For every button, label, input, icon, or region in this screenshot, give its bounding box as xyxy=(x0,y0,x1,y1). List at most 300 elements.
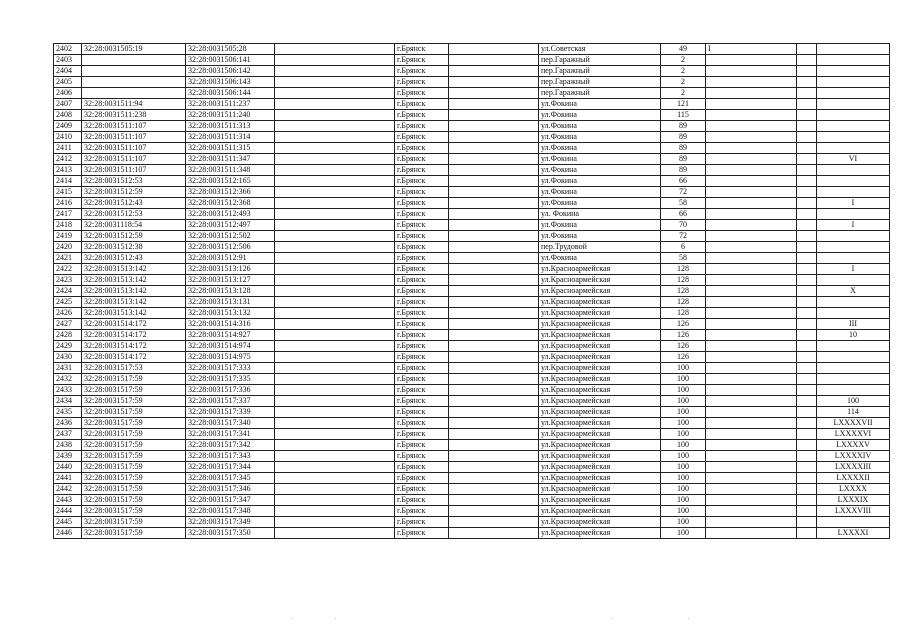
house-number-cell: 89 xyxy=(661,154,706,165)
city-cell: г.Брянск xyxy=(395,363,449,374)
row-number-cell: 2441 xyxy=(54,473,82,484)
blank-cell-a xyxy=(275,264,395,275)
blank-cell-b xyxy=(449,231,539,242)
cadastral-block-cell: 32:28:0031511:107 xyxy=(82,132,186,143)
row-number-cell: 2445 xyxy=(54,517,82,528)
street-cell: пер.Гаражный xyxy=(539,88,661,99)
house-number-cell: 128 xyxy=(661,275,706,286)
street-cell: ул.Фокина xyxy=(539,176,661,187)
table-row xyxy=(54,506,890,517)
blank-cell-b xyxy=(449,176,539,187)
note-cell-a xyxy=(706,374,797,385)
cadastral-block-cell: 32:28:0031512:59 xyxy=(82,187,186,198)
blank-cell-a xyxy=(275,440,395,451)
blank-cell-b xyxy=(449,121,539,132)
city-cell: г.Брянск xyxy=(395,429,449,440)
table-row xyxy=(54,330,890,341)
cadastral-number-cell: 32:28:0031505:28 xyxy=(186,44,275,55)
note-cell-a xyxy=(706,121,797,132)
cadastral-block-cell: 32:28:0031513:142 xyxy=(82,297,186,308)
row-number-cell: 2439 xyxy=(54,451,82,462)
blank-cell-b xyxy=(449,473,539,484)
cadastral-number-cell: 32:28:0031512:506 xyxy=(186,242,275,253)
street-cell: ул.Красноармейская xyxy=(539,528,661,539)
blank-cell-b xyxy=(449,517,539,528)
table-row xyxy=(54,176,890,187)
house-number-cell: 100 xyxy=(661,462,706,473)
scan-speck xyxy=(612,618,613,619)
note-cell-b xyxy=(797,319,817,330)
note-cell-b xyxy=(797,440,817,451)
row-number-cell: 2407 xyxy=(54,99,82,110)
cadastral-block-cell: 32:28:0031513:142 xyxy=(82,286,186,297)
cadastral-number-cell: 32:28:0031517:343 xyxy=(186,451,275,462)
house-number-cell: 89 xyxy=(661,121,706,132)
city-cell: г.Брянск xyxy=(395,55,449,66)
street-cell: ул.Советская xyxy=(539,44,661,55)
house-number-cell: 100 xyxy=(661,429,706,440)
city-cell: г.Брянск xyxy=(395,154,449,165)
blank-cell-a xyxy=(275,242,395,253)
city-cell: г.Брянск xyxy=(395,462,449,473)
cadastral-block-cell: 32:28:0031517:59 xyxy=(82,440,186,451)
city-cell: г.Брянск xyxy=(395,396,449,407)
cadastral-block-cell: 32:28:0031511:107 xyxy=(82,154,186,165)
blank-cell-b xyxy=(449,440,539,451)
row-number-cell: 2409 xyxy=(54,121,82,132)
blank-cell-a xyxy=(275,495,395,506)
table-row xyxy=(54,264,890,275)
cadastral-block-cell: 32:28:0031514:172 xyxy=(82,330,186,341)
cadastral-block-cell: 32:28:0031511:238 xyxy=(82,110,186,121)
row-number-cell: 2429 xyxy=(54,341,82,352)
unit-cell xyxy=(817,55,890,66)
city-cell: г.Брянск xyxy=(395,407,449,418)
row-number-cell: 2437 xyxy=(54,429,82,440)
blank-cell-a xyxy=(275,44,395,55)
unit-cell xyxy=(817,242,890,253)
house-number-cell: 58 xyxy=(661,253,706,264)
unit-cell xyxy=(817,341,890,352)
blank-cell-a xyxy=(275,407,395,418)
city-cell: г.Брянск xyxy=(395,99,449,110)
cadastral-number-cell: 32:28:0031512:91 xyxy=(186,253,275,264)
blank-cell-b xyxy=(449,330,539,341)
city-cell: г.Брянск xyxy=(395,319,449,330)
street-cell: пер.Трудовой xyxy=(539,242,661,253)
blank-cell-b xyxy=(449,165,539,176)
street-cell: ул.Фокина xyxy=(539,154,661,165)
note-cell-a xyxy=(706,396,797,407)
note-cell-a xyxy=(706,330,797,341)
row-number-cell: 2444 xyxy=(54,506,82,517)
unit-cell xyxy=(817,77,890,88)
cadastral-block-cell: 32:28:0031513:142 xyxy=(82,275,186,286)
row-number-cell: 2415 xyxy=(54,187,82,198)
row-number-cell: 2433 xyxy=(54,385,82,396)
row-number-cell: 2408 xyxy=(54,110,82,121)
blank-cell-b xyxy=(449,319,539,330)
blank-cell-b xyxy=(449,363,539,374)
row-number-cell: 2421 xyxy=(54,253,82,264)
cadastral-number-cell: 32:28:0031513:127 xyxy=(186,275,275,286)
note-cell-b xyxy=(797,374,817,385)
blank-cell-b xyxy=(449,55,539,66)
house-number-cell: 100 xyxy=(661,506,706,517)
note-cell-b xyxy=(797,77,817,88)
note-cell-b xyxy=(797,451,817,462)
cadastral-block-cell: 32:28:0031517:59 xyxy=(82,506,186,517)
house-number-cell: 115 xyxy=(661,110,706,121)
street-cell: пер.Гаражный xyxy=(539,55,661,66)
row-number-cell: 2413 xyxy=(54,165,82,176)
unit-cell xyxy=(817,132,890,143)
house-number-cell: 100 xyxy=(661,396,706,407)
note-cell-b xyxy=(797,506,817,517)
street-cell: ул.Фокина xyxy=(539,110,661,121)
table-row xyxy=(54,319,890,330)
house-number-cell: 100 xyxy=(661,528,706,539)
street-cell: ул.Фокина xyxy=(539,132,661,143)
table-row xyxy=(54,198,890,209)
cadastral-number-cell: 32:28:0031514:975 xyxy=(186,352,275,363)
scan-speck xyxy=(292,618,293,619)
unit-cell: LXXXX xyxy=(817,484,890,495)
blank-cell-a xyxy=(275,253,395,264)
note-cell-b xyxy=(797,275,817,286)
unit-cell xyxy=(817,165,890,176)
note-cell-a xyxy=(706,363,797,374)
cadastral-block-cell: 32:28:0031512:38 xyxy=(82,242,186,253)
table-body xyxy=(54,44,890,539)
note-cell-b xyxy=(797,363,817,374)
house-number-cell: 100 xyxy=(661,418,706,429)
unit-cell xyxy=(817,44,890,55)
cadastral-block-cell: 32:28:0031514:172 xyxy=(82,341,186,352)
row-number-cell: 2436 xyxy=(54,418,82,429)
house-number-cell: 2 xyxy=(661,55,706,66)
note-cell-a xyxy=(706,407,797,418)
blank-cell-b xyxy=(449,297,539,308)
cadastral-block-cell xyxy=(82,66,186,77)
unit-cell xyxy=(817,308,890,319)
unit-cell: I xyxy=(817,264,890,275)
unit-cell xyxy=(817,275,890,286)
house-number-cell: 2 xyxy=(661,77,706,88)
house-number-cell: 126 xyxy=(661,330,706,341)
blank-cell-a xyxy=(275,473,395,484)
cadastral-number-cell: 32:28:0031517:339 xyxy=(186,407,275,418)
street-cell: ул.Красноармейская xyxy=(539,517,661,528)
city-cell: г.Брянск xyxy=(395,77,449,88)
table-row xyxy=(54,473,890,484)
table-row xyxy=(54,242,890,253)
house-number-cell: 58 xyxy=(661,198,706,209)
city-cell: г.Брянск xyxy=(395,165,449,176)
street-cell: ул.Красноармейская xyxy=(539,385,661,396)
house-number-cell: 128 xyxy=(661,264,706,275)
cadastral-block-cell: 32:28:0031517:59 xyxy=(82,462,186,473)
city-cell: г.Брянск xyxy=(395,231,449,242)
table-row xyxy=(54,308,890,319)
blank-cell-a xyxy=(275,374,395,385)
blank-cell-a xyxy=(275,528,395,539)
cadastral-number-cell: 32:28:0031514:974 xyxy=(186,341,275,352)
table-row xyxy=(54,363,890,374)
note-cell-b xyxy=(797,528,817,539)
cadastral-number-cell: 32:28:0031512:368 xyxy=(186,198,275,209)
blank-cell-b xyxy=(449,143,539,154)
unit-cell xyxy=(817,231,890,242)
row-number-cell: 2435 xyxy=(54,407,82,418)
street-cell: ул. Фокина xyxy=(539,209,661,220)
cadastral-block-cell: 32:28:0031517:59 xyxy=(82,418,186,429)
note-cell-b xyxy=(797,341,817,352)
table-row xyxy=(54,209,890,220)
house-number-cell: 100 xyxy=(661,440,706,451)
blank-cell-b xyxy=(449,77,539,88)
street-cell: ул.Красноармейская xyxy=(539,418,661,429)
table-row xyxy=(54,66,890,77)
row-number-cell: 2431 xyxy=(54,363,82,374)
table-row xyxy=(54,143,890,154)
blank-cell-b xyxy=(449,154,539,165)
cadastral-number-cell: 32:28:0031511:313 xyxy=(186,121,275,132)
city-cell: г.Брянск xyxy=(395,143,449,154)
row-number-cell: 2418 xyxy=(54,220,82,231)
table-row xyxy=(54,55,890,66)
note-cell-a xyxy=(706,484,797,495)
cadastral-number-cell: 32:28:0031512:497 xyxy=(186,220,275,231)
street-cell: ул.Красноармейская xyxy=(539,341,661,352)
note-cell-a xyxy=(706,297,797,308)
cadastral-block-cell: 32:28:0031511:107 xyxy=(82,165,186,176)
row-number-cell: 2412 xyxy=(54,154,82,165)
table-row xyxy=(54,154,890,165)
note-cell-b xyxy=(797,99,817,110)
blank-cell-b xyxy=(449,88,539,99)
blank-cell-b xyxy=(449,209,539,220)
street-cell: ул.Красноармейская xyxy=(539,429,661,440)
note-cell-a xyxy=(706,418,797,429)
house-number-cell: 126 xyxy=(661,352,706,363)
unit-cell: LXXXVIII xyxy=(817,506,890,517)
unit-cell xyxy=(817,88,890,99)
blank-cell-a xyxy=(275,121,395,132)
unit-cell: LXXXIX xyxy=(817,495,890,506)
house-number-cell: 100 xyxy=(661,495,706,506)
street-cell: пер.Гаражный xyxy=(539,77,661,88)
house-number-cell: 100 xyxy=(661,363,706,374)
scan-speck xyxy=(335,618,336,619)
blank-cell-b xyxy=(449,385,539,396)
blank-cell-b xyxy=(449,484,539,495)
note-cell-a xyxy=(706,66,797,77)
row-number-cell: 2405 xyxy=(54,77,82,88)
street-cell: ул.Красноармейская xyxy=(539,275,661,286)
blank-cell-a xyxy=(275,176,395,187)
street-cell: ул.Фокина xyxy=(539,231,661,242)
unit-cell: 100 xyxy=(817,396,890,407)
street-cell: ул.Красноармейская xyxy=(539,264,661,275)
note-cell-a xyxy=(706,528,797,539)
cadastral-number-cell: 32:28:0031517:347 xyxy=(186,495,275,506)
street-cell: ул.Фокина xyxy=(539,220,661,231)
note-cell-a xyxy=(706,176,797,187)
house-number-cell: 126 xyxy=(661,319,706,330)
cadastral-block-cell: 32:28:0031517:59 xyxy=(82,517,186,528)
note-cell-b xyxy=(797,253,817,264)
row-number-cell: 2428 xyxy=(54,330,82,341)
city-cell: г.Брянск xyxy=(395,242,449,253)
city-cell: г.Брянск xyxy=(395,275,449,286)
city-cell: г.Брянск xyxy=(395,66,449,77)
street-cell: ул.Красноармейская xyxy=(539,407,661,418)
row-number-cell: 2424 xyxy=(54,286,82,297)
blank-cell-b xyxy=(449,275,539,286)
city-cell: г.Брянск xyxy=(395,88,449,99)
note-cell-b xyxy=(797,297,817,308)
row-number-cell: 2423 xyxy=(54,275,82,286)
cadastral-block-cell: 32:28:0031514:172 xyxy=(82,352,186,363)
cadastral-number-cell: 32:28:0031511:347 xyxy=(186,154,275,165)
row-number-cell: 2434 xyxy=(54,396,82,407)
blank-cell-a xyxy=(275,363,395,374)
note-cell-a xyxy=(706,242,797,253)
note-cell-a xyxy=(706,143,797,154)
cadastral-block-cell: 32:28:0031517:59 xyxy=(82,473,186,484)
cadastral-number-cell: 32:28:0031517:342 xyxy=(186,440,275,451)
cadastral-number-cell: 32:28:0031506:144 xyxy=(186,88,275,99)
register-table xyxy=(53,43,890,539)
unit-cell xyxy=(817,363,890,374)
row-number-cell: 2406 xyxy=(54,88,82,99)
note-cell-b xyxy=(797,198,817,209)
cadastral-block-cell: 32:28:0031513:142 xyxy=(82,264,186,275)
street-cell: ул.Красноармейская xyxy=(539,462,661,473)
cadastral-number-cell: 32:28:0031517:336 xyxy=(186,385,275,396)
cadastral-number-cell: 32:28:0031512:493 xyxy=(186,209,275,220)
note-cell-b xyxy=(797,462,817,473)
street-cell: ул.Красноармейская xyxy=(539,308,661,319)
cadastral-number-cell: 32:28:0031517:345 xyxy=(186,473,275,484)
note-cell-b xyxy=(797,143,817,154)
city-cell: г.Брянск xyxy=(395,528,449,539)
cadastral-number-cell: 32:28:0031512:502 xyxy=(186,231,275,242)
street-cell: ул.Фокина xyxy=(539,253,661,264)
blank-cell-b xyxy=(449,506,539,517)
cadastral-number-cell: 32:28:0031513:126 xyxy=(186,264,275,275)
blank-cell-a xyxy=(275,297,395,308)
note-cell-b xyxy=(797,429,817,440)
blank-cell-a xyxy=(275,396,395,407)
unit-cell xyxy=(817,121,890,132)
note-cell-a xyxy=(706,429,797,440)
row-number-cell: 2426 xyxy=(54,308,82,319)
street-cell: ул.Красноармейская xyxy=(539,495,661,506)
table-row xyxy=(54,231,890,242)
house-number-cell: 89 xyxy=(661,132,706,143)
cadastral-block-cell: 32:28:0031517:59 xyxy=(82,484,186,495)
note-cell-a xyxy=(706,55,797,66)
cadastral-number-cell: 32:28:0031506:141 xyxy=(186,55,275,66)
house-number-cell: 72 xyxy=(661,231,706,242)
cadastral-block-cell: 32:28:0031512:53 xyxy=(82,209,186,220)
city-cell: г.Брянск xyxy=(395,330,449,341)
table-row xyxy=(54,396,890,407)
table-row xyxy=(54,286,890,297)
cadastral-number-cell: 32:28:0031512:165 xyxy=(186,176,275,187)
house-number-cell: 2 xyxy=(661,88,706,99)
note-cell-a xyxy=(706,319,797,330)
city-cell: г.Брянск xyxy=(395,253,449,264)
city-cell: г.Брянск xyxy=(395,451,449,462)
house-number-cell: 128 xyxy=(661,308,706,319)
blank-cell-a xyxy=(275,385,395,396)
house-number-cell: 100 xyxy=(661,385,706,396)
cadastral-number-cell: 32:28:0031511:315 xyxy=(186,143,275,154)
note-cell-a xyxy=(706,517,797,528)
table-row xyxy=(54,77,890,88)
blank-cell-a xyxy=(275,110,395,121)
unit-cell xyxy=(817,209,890,220)
city-cell: г.Брянск xyxy=(395,341,449,352)
cadastral-number-cell: 32:28:0031517:348 xyxy=(186,506,275,517)
house-number-cell: 100 xyxy=(661,473,706,484)
street-cell: ул.Красноармейская xyxy=(539,297,661,308)
table-row xyxy=(54,352,890,363)
note-cell-b xyxy=(797,495,817,506)
note-cell-a: I xyxy=(706,44,797,55)
city-cell: г.Брянск xyxy=(395,198,449,209)
city-cell: г.Брянск xyxy=(395,110,449,121)
blank-cell-b xyxy=(449,462,539,473)
note-cell-a xyxy=(706,352,797,363)
unit-cell: 114 xyxy=(817,407,890,418)
blank-cell-a xyxy=(275,319,395,330)
note-cell-a xyxy=(706,341,797,352)
cadastral-block-cell: 32:28:0031514:172 xyxy=(82,319,186,330)
cadastral-block-cell: 32:28:0031511:107 xyxy=(82,121,186,132)
unit-cell: X xyxy=(817,286,890,297)
cadastral-block-cell: 32:28:0031513:142 xyxy=(82,308,186,319)
cadastral-block-cell: 32:28:0031511:94 xyxy=(82,99,186,110)
house-number-cell: 89 xyxy=(661,143,706,154)
cadastral-block-cell: 32:28:0031517:53 xyxy=(82,363,186,374)
blank-cell-b xyxy=(449,132,539,143)
cadastral-block-cell: 32:28:0031517:59 xyxy=(82,429,186,440)
city-cell: г.Брянск xyxy=(395,308,449,319)
city-cell: г.Брянск xyxy=(395,44,449,55)
unit-cell: LXXXXI xyxy=(817,528,890,539)
row-number-cell: 2442 xyxy=(54,484,82,495)
table-row xyxy=(54,484,890,495)
cadastral-block-cell: 32:28:0031118:54 xyxy=(82,220,186,231)
note-cell-b xyxy=(797,55,817,66)
table-row xyxy=(54,220,890,231)
unit-cell xyxy=(817,517,890,528)
blank-cell-a xyxy=(275,308,395,319)
note-cell-b xyxy=(797,110,817,121)
cadastral-number-cell: 32:28:0031511:240 xyxy=(186,110,275,121)
blank-cell-b xyxy=(449,407,539,418)
note-cell-a xyxy=(706,77,797,88)
blank-cell-a xyxy=(275,517,395,528)
blank-cell-a xyxy=(275,462,395,473)
cadastral-number-cell: 32:28:0031513:132 xyxy=(186,308,275,319)
house-number-cell: 100 xyxy=(661,484,706,495)
row-number-cell: 2420 xyxy=(54,242,82,253)
